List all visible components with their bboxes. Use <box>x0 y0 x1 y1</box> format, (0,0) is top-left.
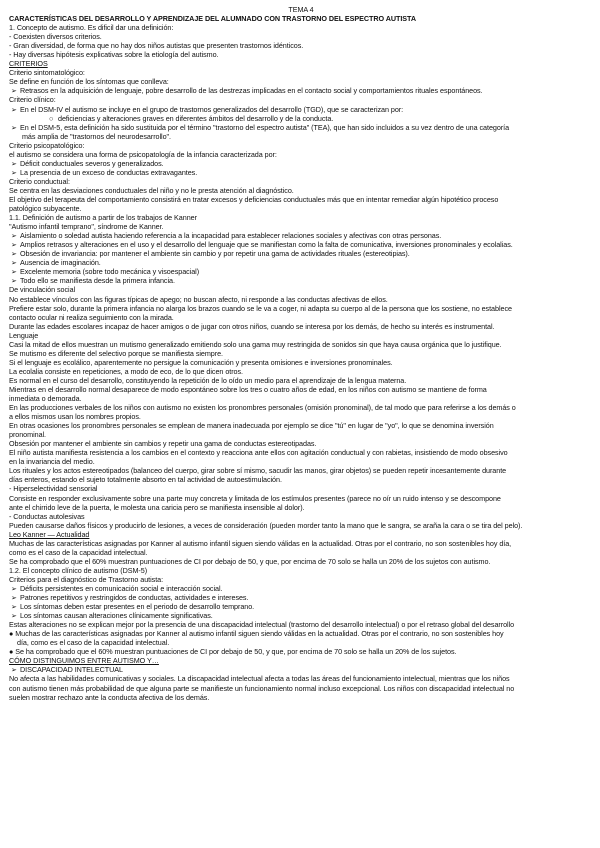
line-text: Es normal en el curso del desarrollo, constituyendo la repetición de lo oído un medio para el aprendizaje de la lengua materna. <box>9 375 407 385</box>
line-text: - Hay diversas hipótesis explicativas sobre la etiología del autismo. <box>9 50 219 60</box>
line-text: Se define en función de los síntomas que conlleva: <box>9 77 169 87</box>
line-text: En las producciones verbales de los niños con autismo no existen los pronombres personales (omisión pronominal), de tal modo que para referirse a los demás o <box>9 403 516 413</box>
line-text: contacto ocular ni realiza seguimiento con la mirada. <box>9 312 174 322</box>
text-line <box>9 340 593 349</box>
text-line <box>9 14 593 23</box>
text-line <box>9 530 593 539</box>
text-line <box>9 457 593 466</box>
line-text: Casi la mitad de ellos muestran un mutismo generalizado emitiendo solo una gama muy restringida de sonidos sin que haya causa orgánica que lo justifique. <box>9 339 502 349</box>
arrow-bullet-icon: ➢ <box>11 86 17 96</box>
text-line <box>9 512 593 521</box>
bullet-line <box>9 105 593 114</box>
line-text: - Gran diversidad, de forma que no hay dos niños autistas que presenten trastornos idénticos. <box>9 41 304 51</box>
bullet-line <box>9 602 593 611</box>
text-line <box>9 647 593 656</box>
line-text: DISCAPACIDAD INTELECTUAL <box>20 665 123 675</box>
text-line <box>9 213 593 222</box>
line-text: 1.2. El concepto clínico de autismo (DSM-5) <box>9 565 148 575</box>
bullet-line <box>9 267 593 276</box>
line-text: Se ha comprobado que el 60% muestran puntuaciones de CI por debajo de 50, y que, por encima de 70 solo se halla un 20% de los sujetos con autismo. <box>9 556 491 566</box>
text-line <box>9 548 593 557</box>
line-text: Déficit conductuales severos y generalizados. <box>20 158 164 168</box>
text-line <box>9 684 593 693</box>
line-text: Criterio conductual: <box>9 176 70 186</box>
line-text: Todo ello se manifiesta desde la primera infancia. <box>20 276 175 286</box>
line-text: En el DSM-IV el autismo se incluye en el grupo de trastornos generalizados del desarrollo (TGD), que se caracterizan por: <box>20 104 404 114</box>
bullet-line <box>9 159 593 168</box>
line-text: Retrasos en la adquisición de lenguaje, pobre desarrollo de las destrezas implicadas en el contacto social y comportamientos rituales espontáneos. <box>20 86 483 96</box>
text-line <box>9 50 593 59</box>
line-text: No establece vínculos con las figuras típicas de apego; no buscan afecto, ni responde a las conductas afectivas de ellos. <box>9 294 388 304</box>
text-line <box>9 358 593 367</box>
text-line <box>9 204 593 213</box>
line-text: Consiste en responder exclusivamente sobre una parte muy concreta y limitada de los estímulos presentes (parece no oír un ruido intenso y se descompone <box>9 493 501 503</box>
line-text: Criterio clínico: <box>9 95 56 105</box>
line-text: Los síntomas deben estar presentes en el periodo de desarrollo temprano. <box>20 602 255 612</box>
text-line <box>9 132 593 141</box>
line-text: Se mutismo es diferente del selectivo porque se manifiesta siempre. <box>9 348 223 358</box>
line-text: inmediata o demorada. <box>9 394 82 404</box>
bullet-line <box>9 276 593 285</box>
line-text: - Coexisten diversos criterios. <box>9 32 102 42</box>
arrow-bullet-icon: ➢ <box>11 167 17 177</box>
line-text: el autismo se considera una forma de psicopatología de la infancia caracterizada por: <box>9 149 277 159</box>
circle-bullet-icon: ○ <box>49 113 54 123</box>
text-line <box>9 629 593 638</box>
line-text: Ausencia de imaginación. <box>20 258 101 268</box>
arrow-bullet-icon: ➢ <box>11 231 17 241</box>
text-line <box>9 177 593 186</box>
line-text: Déficits persistentes en comunicación social e interacción social. <box>20 584 223 593</box>
line-text: a ellos mismos usan los nombres propios. <box>9 412 141 422</box>
text-line <box>9 195 593 204</box>
line-text: Mientras en el desarrollo normal desaparece de modo espontáneo sobre los tres o cuatro años de edad, en los niños con autismo se mantiene de forma <box>9 384 487 394</box>
line-text: 1.1. Definición de autismo a partir de los trabajos de Kanner <box>9 213 197 223</box>
arrow-bullet-icon: ➢ <box>11 665 17 675</box>
text-line <box>9 5 593 14</box>
arrow-bullet-icon: ➢ <box>11 122 17 132</box>
arrow-bullet-icon: ➢ <box>11 267 17 277</box>
text-line <box>9 95 593 104</box>
line-text: CARACTERÍSTICAS DEL DESARROLLO Y APRENDIZAJE DEL ALUMNADO CON TRASTORNO DEL ESPECTRO AUTISTA <box>9 14 416 24</box>
text-line <box>9 575 593 584</box>
text-line <box>9 222 593 231</box>
text-line <box>9 421 593 430</box>
text-line <box>9 620 593 629</box>
line-text: ● Se ha comprobado que el 60% muestran puntuaciones de CI por debajo de 50, y que, por encima de 70 solo se halla un 20% de los sujetos. <box>9 647 457 657</box>
text-line <box>9 304 593 313</box>
line-text: patológico subyacente. <box>9 204 82 214</box>
line-text: más amplia de "trastornos del neurodesarrollo". <box>22 131 171 141</box>
line-text: Si el lenguaje es ecolálico, aparentemente no persigue la comunicación y presenta omisiones e inversiones pronominales. <box>9 357 393 367</box>
bullet-line <box>9 168 593 177</box>
arrow-bullet-icon: ➢ <box>11 104 17 114</box>
line-text: El objetivo del terapeuta del comportamiento consistirá en tratar excesos y deficiencias conductuales más que en intentar remediar algún hipotético proceso <box>9 194 499 204</box>
text-line <box>9 638 593 647</box>
arrow-bullet-icon: ➢ <box>11 276 17 286</box>
line-text: deficiencias y alteraciones graves en diferentes ámbitos del desarrollo y de la conducta. <box>58 113 334 123</box>
text-line <box>9 68 593 77</box>
text-line <box>9 566 593 575</box>
line-text: pronominal. <box>9 430 47 440</box>
line-text: Criterio sintomatológico: <box>9 68 85 78</box>
text-line <box>9 376 593 385</box>
text-line <box>9 59 593 68</box>
line-text: - Conductas autolesivas <box>9 511 85 521</box>
line-text: como es el caso de la capacidad intelectual. <box>9 547 148 557</box>
line-text: Durante las edades escolares incapaz de hacer amigos o de jugar con otros niños, cuando se interesa por los demás, de hecho su interés es instrumental. <box>9 321 495 331</box>
text-line <box>9 656 593 665</box>
line-text: ante el chirrido leve de la puerta, le molesta una caricia pero se manifiesta insensible al dolor). <box>9 502 305 512</box>
line-text: De vinculación social <box>9 285 76 295</box>
line-text: TEMA 4 <box>288 5 314 14</box>
text-line <box>9 448 593 457</box>
line-text: Pueden causarse daños físicos y producirlo de lesiones, a veces de consideración (pueden morder tanto la mano que le sangra, se araña la cara o se tira del pelo). <box>9 520 523 530</box>
line-text: Los rituales y los actos estereotipados (balanceo del cuerpo, girar sobre sí mismo, sacudir las manos, girar objetos) se pueden repetir incesantemente durante <box>9 466 507 476</box>
line-text: con autismo tienen más probabilidad de que alguna parte se manifieste un funcionamiento normal incluso excepcional. Los niños con discapacidad intelectual no <box>9 683 515 693</box>
bullet-line <box>9 249 593 258</box>
line-text: La ecolalia consiste en repeticiones, a modo de eco, de lo que dicen otros. <box>9 366 243 376</box>
text-line <box>9 674 593 683</box>
arrow-bullet-icon: ➢ <box>11 158 17 168</box>
line-text: ● Muchas de las características asignadas por Kanner al autismo infantil siguen siendo válidas en la actualidad. Otras por el contrario, no son sostenibles hoy <box>9 629 504 639</box>
line-text: CRITERIOS <box>9 59 48 69</box>
bullet-line <box>9 665 593 674</box>
arrow-bullet-icon: ➢ <box>11 258 17 268</box>
line-text: días enteros, estando el sujeto totalmente absorto en tal actividad de autoestimulación. <box>9 475 282 485</box>
line-text: En otras ocasiones los pronombres personales se emplean de manera inadecuada por ejemplo se dice "tú" en lugar de "yo", lo que se denomina inversión <box>9 421 494 431</box>
text-line <box>9 285 593 294</box>
text-line <box>9 403 593 412</box>
text-line <box>9 295 593 304</box>
text-line <box>9 186 593 195</box>
line-text: Prefiere estar solo, durante la primera infancia no alarga los brazos cuando se le va a coger, ni adapta su cuerpo al de la persona que los sostiene, no establece <box>9 303 512 313</box>
text-line <box>9 367 593 376</box>
line-text: en la invariancia del medio. <box>9 457 95 467</box>
bullet-line <box>9 123 593 132</box>
line-text: Obsesión de invariancia: por mantener el ambiente sin cambio y por repetir una gama de actividades rituales (estereotipias). <box>20 249 410 259</box>
text-line <box>9 439 593 448</box>
text-line <box>9 322 593 331</box>
bullet-line <box>9 593 593 602</box>
line-text: CÓMO DISTINGUIMOS ENTRE AUTISMO Y… <box>9 656 159 666</box>
line-text: Criterio psicopatológico: <box>9 140 85 150</box>
line-text: Muchas de las características asignadas por Kanner al autismo infantil siguen siendo válidas en la actualidad. Otras por el contrario, no son sostenibles hoy día, <box>9 538 512 548</box>
text-line <box>9 150 593 159</box>
bullet-line <box>9 258 593 267</box>
line-text: Obsesión por mantener el ambiente sin cambios y repetir una gama de conductas estereotipadas. <box>9 439 317 449</box>
text-line <box>9 539 593 548</box>
line-text: Excelente memoria (sobre todo mecánica y visoespacial) <box>20 267 200 277</box>
text-line <box>9 41 593 50</box>
arrow-bullet-icon: ➢ <box>11 240 17 250</box>
line-text: 1. Concepto de autismo. Es dificil dar una definición: <box>9 23 174 33</box>
text-line <box>9 385 593 394</box>
text-line <box>9 331 593 340</box>
line-text: Leo Kanner — Actualidad <box>9 529 90 539</box>
arrow-bullet-icon: ➢ <box>11 249 17 259</box>
line-text: suelen mostrar rechazo ante la conducta afectiva de los demás. <box>9 692 210 702</box>
text-line <box>9 141 593 150</box>
line-text: La presencia de un exceso de conductas extravagantes. <box>20 167 198 177</box>
line-text: Se centra en las desviaciones conductuales del niño y no le presta atención al diagnóstico. <box>9 185 294 195</box>
line-text: Aislamiento o soledad autista haciendo referencia a la incapacidad para establecer relaciones sociales y afectivas con otras personas. <box>20 231 442 241</box>
line-text: "Autismo infantil temprano", síndrome de Kanner. <box>9 222 164 232</box>
text-line <box>9 77 593 86</box>
text-line <box>9 23 593 32</box>
text-line <box>9 394 593 403</box>
text-line <box>9 32 593 41</box>
text-line <box>9 521 593 530</box>
line-text: Lenguaje <box>9 330 39 340</box>
text-line <box>9 430 593 439</box>
text-line <box>9 313 593 322</box>
text-line <box>9 466 593 475</box>
line-text: En el DSM-5, esta definición ha sido sustituida por el término "trastorno del espectro autista" (TEA), que han sido incluidos a su vez dentro de una categoría <box>20 122 510 132</box>
line-text: Los síntomas causan alteraciones clínicamente significativas. <box>20 611 213 621</box>
text-line <box>9 484 593 493</box>
arrow-bullet-icon: ➢ <box>11 611 17 621</box>
line-text: Amplios retrasos y alteraciones en el uso y el desarrollo del lenguaje que se manifiestan como la falta de comunicativa, inversiones pronominales y ecolalias. <box>20 240 513 250</box>
line-text: - Hiperselectividad sensorial <box>9 484 98 494</box>
text-line <box>9 693 593 702</box>
line-text: No afecta a las habilidades comunicativas y sociales. La discapacidad intelectual afecta a todas las áreas del funcionamiento intelectual, mientras que los niños <box>9 674 510 684</box>
line-text: El niño autista manifiesta resistencia a los cambios en el contexto y reacciona ante ellos con agitación conductual y con rabietas, insistiendo de modo obsesivo <box>9 448 508 458</box>
line-text: Patrones repetitivos y restringidos de conductas, actividades e intereses. <box>20 593 249 603</box>
bullet-line <box>9 240 593 249</box>
text-line <box>9 557 593 566</box>
bullet-line <box>9 584 593 593</box>
document-body <box>9 5 593 702</box>
text-line <box>9 475 593 484</box>
bullet-line <box>9 231 593 240</box>
bullet-line <box>9 114 593 123</box>
arrow-bullet-icon: ➢ <box>11 584 17 593</box>
line-text: Criterios para el diagnóstico de Trastorno autista: <box>9 574 164 584</box>
bullet-line <box>9 86 593 95</box>
text-line <box>9 412 593 421</box>
text-line <box>9 349 593 358</box>
line-text: día, como es el caso de la capacidad intelectual. <box>17 638 170 648</box>
text-line <box>9 503 593 512</box>
bullet-line <box>9 611 593 620</box>
arrow-bullet-icon: ➢ <box>11 593 17 603</box>
line-text: Estas alteraciones no se explican mejor por la presencia de una discapacidad intelectual (trastorno del desarrollo intelectual) o por el retraso global del desarrollo <box>9 620 515 630</box>
text-line <box>9 494 593 503</box>
arrow-bullet-icon: ➢ <box>11 602 17 612</box>
